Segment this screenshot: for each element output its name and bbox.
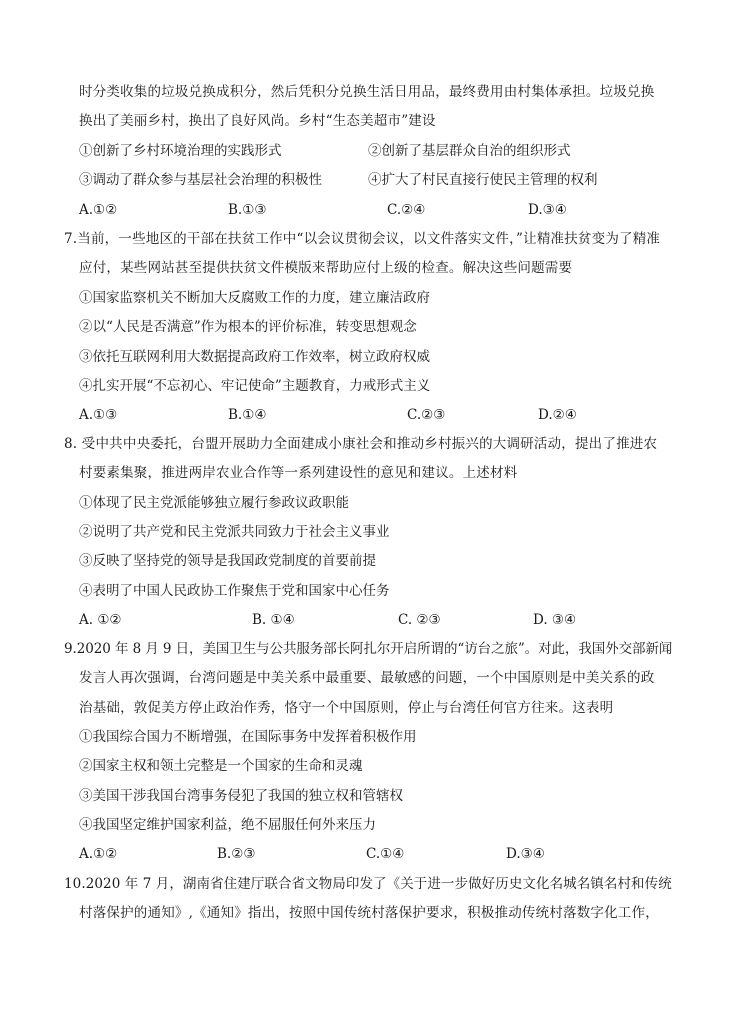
q8-option-a: A. ①② [79,612,122,628]
q10-text-line-2: 村落保护的通知》,《通知》指出，按照中国传统村落保护要求，积极推动传统村落数字化工作， [79,905,659,921]
q8-text-line-1: 8. 受中共中央委托，台盟开展助力全面建成小康社会和推动乡村振兴的大调研活动，提出了推进农 [64,436,658,452]
q6-option-a: A.①② [79,202,118,218]
q8-option-c: C. ②③ [398,612,441,628]
q8-option-d: D. ③④ [533,612,577,628]
q8-statement-3: ③反映了坚持党的领导是我国政党制度的首要前提 [79,553,376,569]
q9-statement-3: ③美国干涉我国台湾事务侵犯了我国的独立权和管辖权 [79,788,403,804]
q9-option-b: B.②③ [217,846,256,862]
q6-statement-3: ③调动了群众参与基层社会治理的积极性 [79,172,322,188]
q6-option-d: D.③④ [528,202,567,218]
q9-option-a: A.①② [79,846,118,862]
q9-text-line-1: 9.2020 年 8 月 9 日，美国卫生与公共服务部长阿扎尔开启所谓的“访台之旅”。对此，我国外交部新闻 [64,641,673,657]
q9-statement-4: ④我国坚定维护国家利益，绝不屈服任何外来压力 [79,817,376,833]
q9-text-line-3: 治基础，敦促美方停止政治作秀，恪守一个中国原则，停止与台湾任何官方往来。这表明 [79,700,614,716]
q9-statement-2: ②国家主权和领土完整是一个国家的生命和灵魂 [79,758,363,774]
q8-text-line-2: 村要素集聚，推进两岸农业合作等一系列建设性的意见和建议。上述材料 [79,465,518,481]
q7-statement-3: ③依托互联网利用大数据提高政府工作效率，树立政府权威 [79,349,430,365]
q6-option-b: B.①③ [228,202,267,218]
q7-text-line-2: 应付，某些网站甚至提供扶贫文件模版来帮助应付上级的检查。解决这些问题需要 [79,260,573,276]
q7-statement-2: ②以“人民是否满意”作为根本的评价标准，转变思想观念 [79,319,417,335]
q6-statement-2: ②创新了基层群众自治的组织形式 [368,143,571,159]
q9-option-d: D.③④ [506,846,545,862]
q9-statement-1: ①我国综合国力不断增强，在国际事务中发挥着积极作用 [79,729,417,745]
q7-option-d: D.②④ [538,407,577,423]
q6-statement-4: ④扩大了村民直接行使民主管理的权利 [368,172,598,188]
q6-statement-1: ①创新了乡村环境治理的实践形式 [79,143,282,159]
q8-statement-2: ②说明了共产党和民主党派共同致力于社会主义事业 [79,524,390,540]
q10-text-line-1: 10.2020 年 7 月，湖南省住建厅联合省文物局印发了《关于进一步做好历史文化名城名镇名村和传统 [64,876,672,892]
q9-text-line-2: 发言人再次强调，台湾问题是中美关系中最重要、最敏感的问题，一个中国原则是中美关系的政 [79,670,655,686]
q7-option-c: C.②③ [407,407,446,423]
q6-text-line-2: 换出了美丽乡村，换出了良好风尚。乡村“生态美超市”建设 [79,113,436,129]
q6-option-c: C.②④ [387,202,426,218]
q8-statement-4: ④表明了中国人民政协工作聚焦于党和国家中心任务 [79,583,390,599]
q9-option-c: C.①④ [366,846,405,862]
q6-text-line-1: 时分类收集的垃圾兑换成积分，然后凭积分兑换生活日用品，最终费用由村集体承担。垃圾兑换 [79,84,655,100]
q7-option-a: A.①③ [79,407,118,423]
q7-statement-1: ①国家监察机关不断加大反腐败工作的力度，建立廉洁政府 [79,290,430,306]
q8-statement-1: ①体现了民主党派能够独立履行参政议政职能 [79,495,349,511]
q8-option-b: B. ①④ [252,612,295,628]
q7-option-b: B.①④ [228,407,267,423]
q7-statement-4: ④扎实开展“不忘初心、牢记使命”主题教育，力戒形式主义 [79,378,431,394]
q7-text-line-1: 7.当前，一些地区的干部在扶贫工作中“以会议贯彻会议，以文件落实文件，”让精准扶贫变为了精准 [64,231,661,247]
